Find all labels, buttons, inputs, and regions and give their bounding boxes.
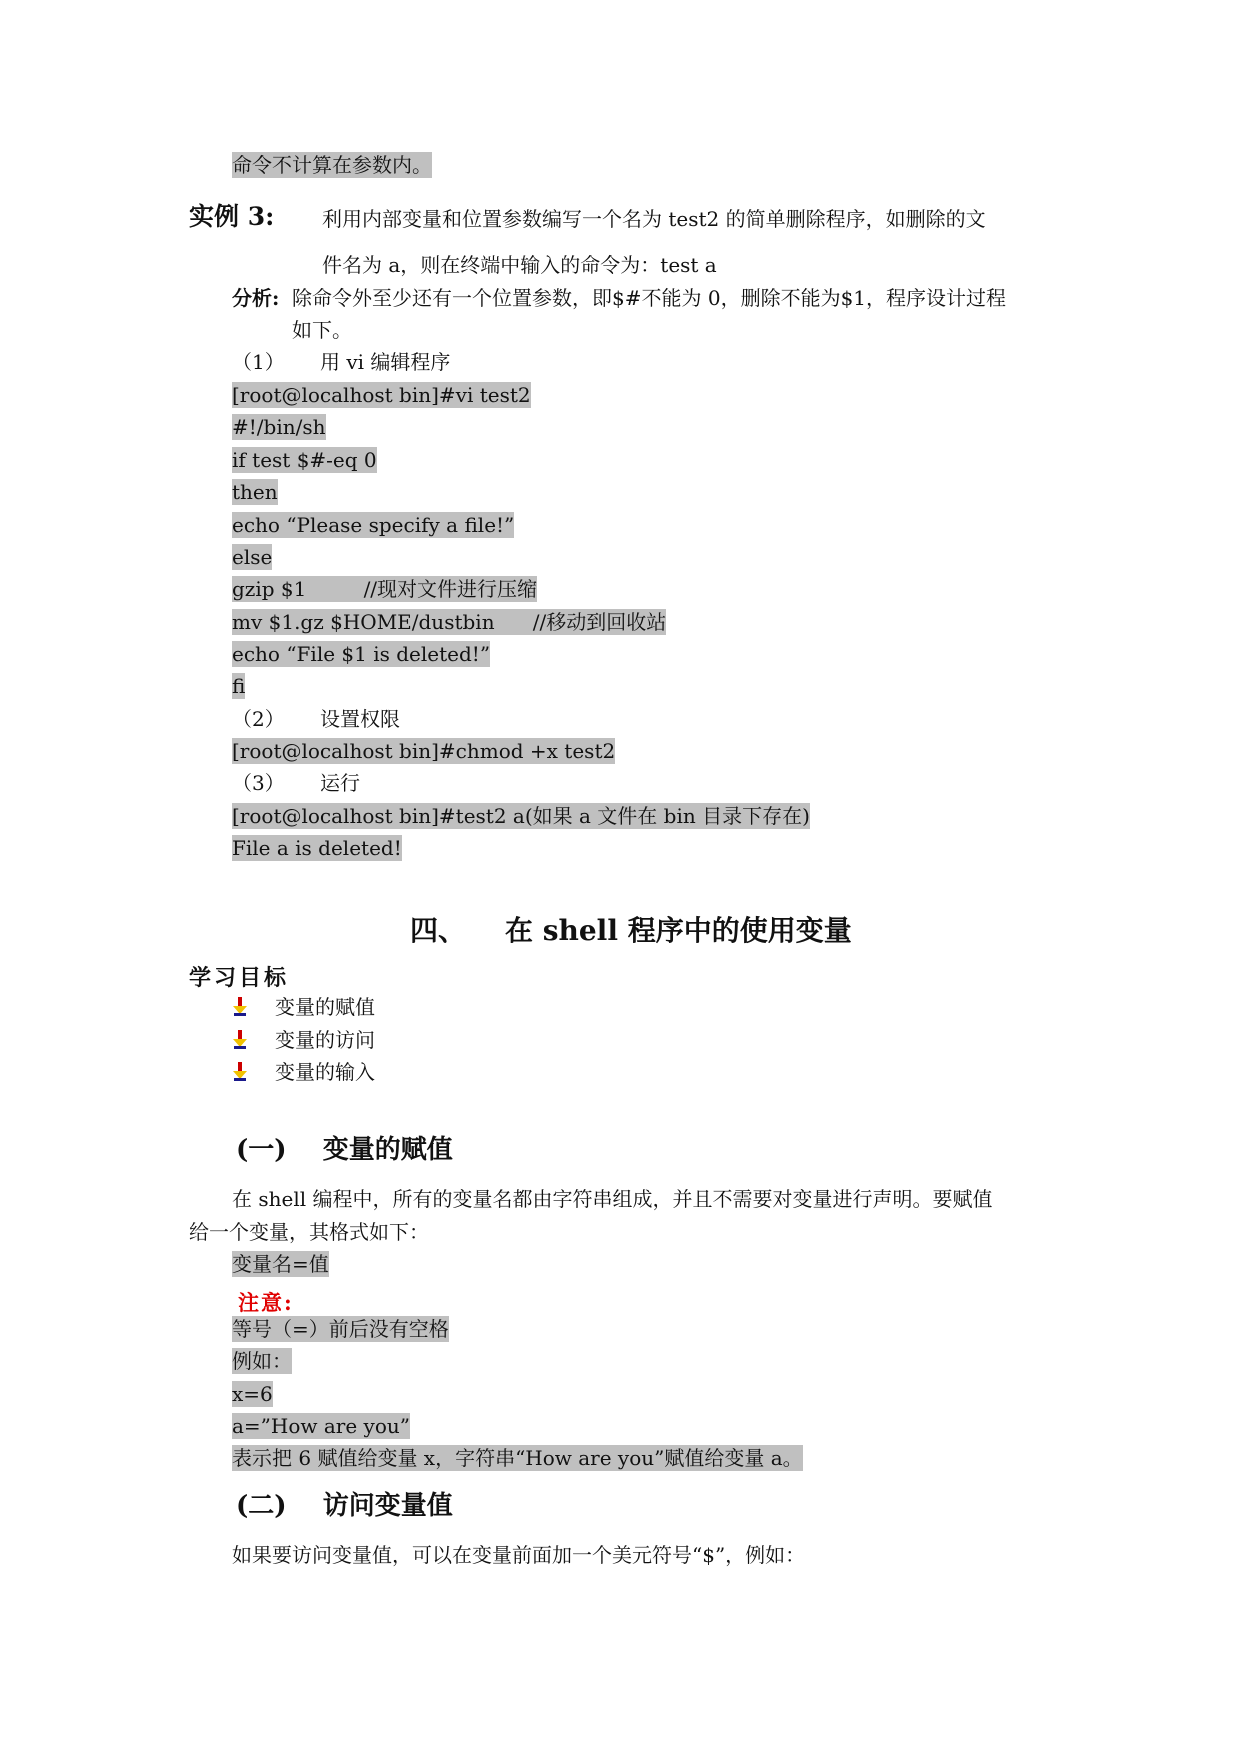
learning-goals-title: 学习目标: [189, 965, 290, 991]
code-line: x=6: [232, 1382, 273, 1406]
arrow-bullet-icon: [232, 1062, 248, 1082]
code-line: else: [232, 545, 273, 569]
step-text: 设置权限: [320, 707, 400, 731]
code-line: File a is deleted!: [232, 836, 402, 860]
code-line: [root@localhost bin]#chmod +x test2: [232, 739, 616, 763]
code-line: a=”How are you”: [232, 1414, 410, 1438]
code-line: then: [232, 480, 278, 504]
example-heading: 例如：: [232, 1349, 292, 1373]
paragraph-line: 在 shell 编程中，所有的变量名都由字符串组成，并且不需要对变量进行声明。要赋值: [232, 1187, 993, 1211]
explanation-line: 表示把 6 赋值给变量 x，字符串“How are you”赋值给变量 a。: [232, 1446, 803, 1470]
analysis-label: 分析:: [232, 286, 280, 310]
subsection-title: (二) 访问变量值: [236, 1491, 453, 1521]
example-text-line-2: 件名为 a，则在终端中输入的命令为：test a: [322, 253, 717, 277]
code-line: gzip $1 //现对文件进行压缩: [232, 577, 538, 601]
example-label: 实例 3:: [189, 202, 275, 231]
learning-goal-item: 变量的输入: [275, 1060, 375, 1084]
section-title: 四、 在 shell 程序中的使用变量: [410, 914, 852, 947]
subsection-title: (一) 变量的赋值: [236, 1135, 453, 1165]
step-number: （2）: [232, 707, 285, 731]
code-line: echo “Please specify a file!”: [232, 513, 515, 537]
note-label: 注意:: [238, 1290, 294, 1315]
step-number: （3）: [232, 771, 285, 795]
code-line: echo “File $1 is deleted!”: [232, 642, 491, 666]
note-text: 等号（=）前后没有空格: [232, 1317, 449, 1341]
code-line: #!/bin/sh: [232, 415, 326, 439]
code-line: [root@localhost bin]#vi test2: [232, 383, 531, 407]
step-text: 用 vi 编辑程序: [320, 350, 451, 374]
paragraph-line: 如果要访问变量值，可以在变量前面加一个美元符号“$”，例如：: [232, 1543, 806, 1567]
format-line: 变量名=值: [232, 1252, 329, 1276]
step-text: 运行: [320, 771, 360, 795]
arrow-bullet-icon: [232, 997, 248, 1017]
paragraph-line: 给一个变量，其格式如下：: [189, 1220, 429, 1244]
learning-goal-item: 变量的赋值: [275, 995, 375, 1019]
code-line: [root@localhost bin]#test2 a(如果 a 文件在 bin 目录下存在): [232, 804, 810, 828]
code-line: if test $#-eq 0: [232, 448, 377, 472]
analysis-text-line-1: 除命令外至少还有一个位置参数，即$#不能为 0，删除不能为$1，程序设计过程: [292, 286, 1007, 310]
intro-line: 命令不计算在参数内。: [232, 153, 432, 177]
arrow-bullet-icon: [232, 1030, 248, 1050]
example-text-line-1: 利用内部变量和位置参数编写一个名为 test2 的简单删除程序，如删除的文: [322, 207, 986, 231]
code-line: fi: [232, 674, 246, 698]
learning-goal-item: 变量的访问: [275, 1028, 375, 1052]
code-line: mv $1.gz $HOME/dustbin //移动到回收站: [232, 610, 667, 634]
step-number: （1）: [232, 350, 285, 374]
analysis-text-line-2: 如下。: [292, 318, 352, 342]
